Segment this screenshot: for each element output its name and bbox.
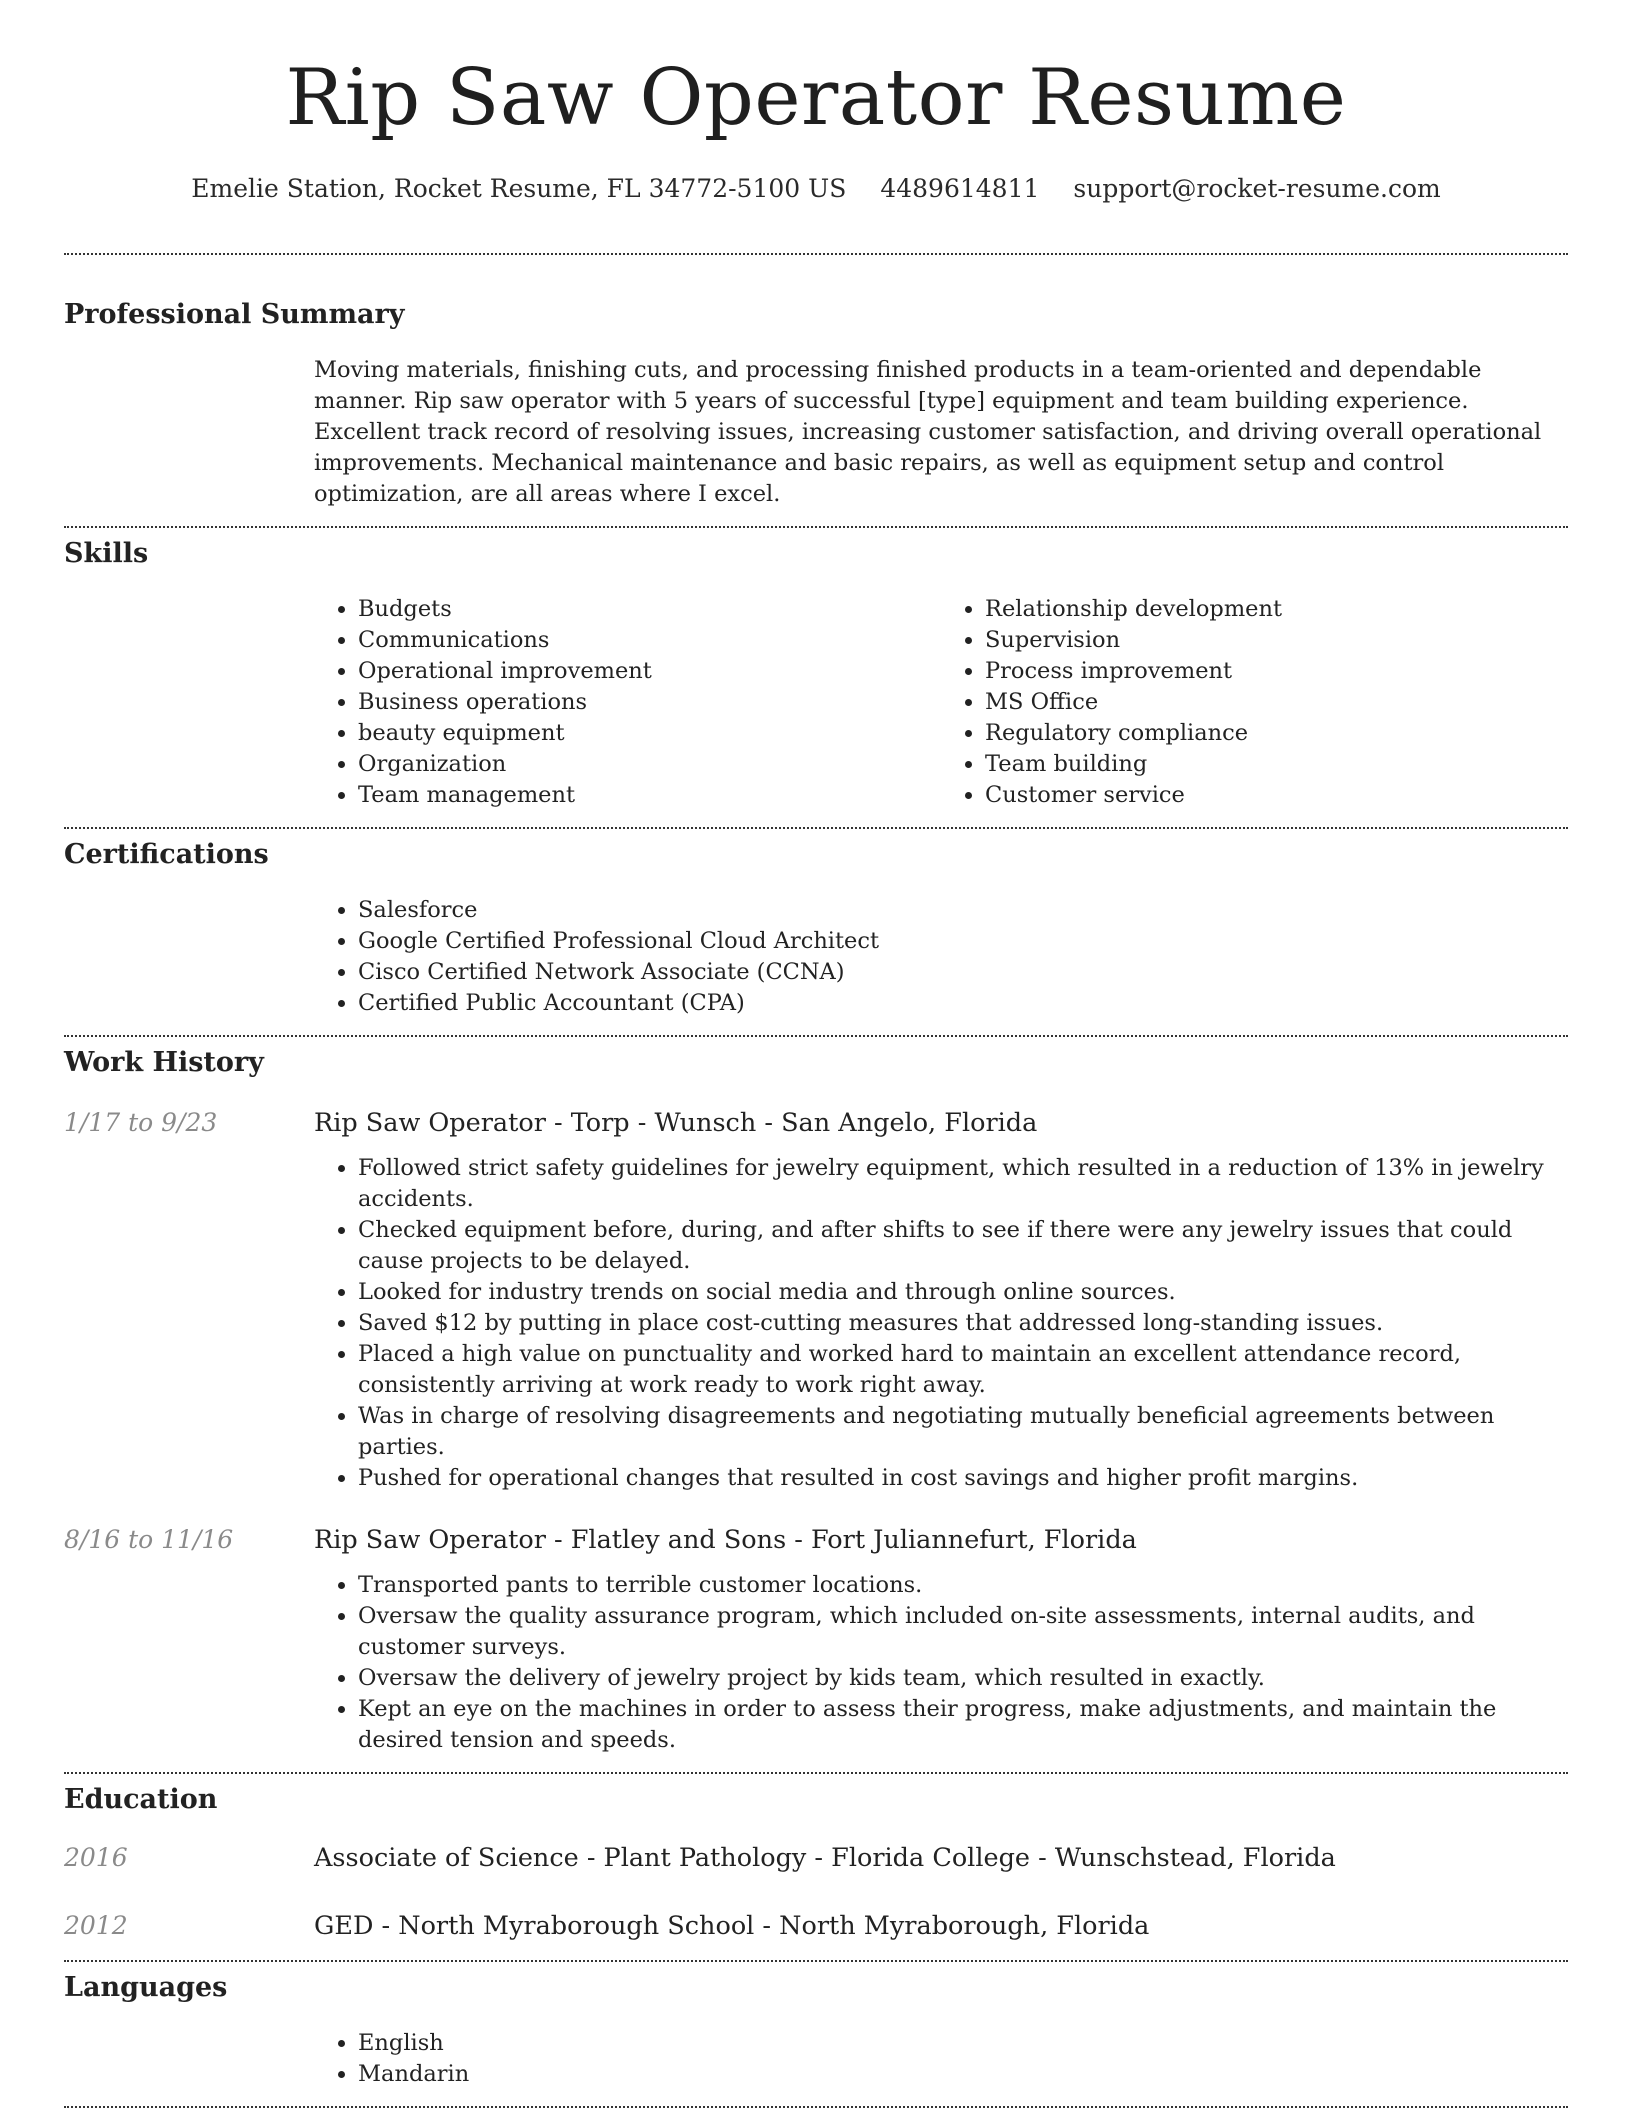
contact-address: Emelie Station, Rocket Resume, FL 34772-5100 US: [191, 174, 847, 203]
section-divider: [64, 2106, 1568, 2108]
certifications-section: [0, 829, 1632, 1035]
job-bullet: • Kept an eye on the machines in order to assess their progress, make adjustments, and maintain the desired tension and speeds.: [358, 1694, 1568, 1756]
resume-header: [0, 0, 1632, 203]
job-bullets: [314, 1570, 1568, 1756]
skill-item: • Customer service: [985, 780, 1568, 811]
work-history-heading: Work History: [64, 1047, 264, 1078]
education-year: 2012: [64, 1911, 128, 1940]
skill-item: • MS Office: [985, 687, 1568, 718]
summary-heading: Professional Summary: [64, 299, 405, 330]
work-history-section: [0, 1037, 1632, 1772]
job-bullet: • Saved $12 by putting in place cost-cutting measures that addressed long-standing issues.: [358, 1308, 1568, 1339]
skill-item: • Relationship development: [985, 594, 1568, 625]
certifications-list: [314, 895, 1568, 1019]
education-heading: Education: [64, 1784, 218, 1815]
education-section: [0, 1774, 1632, 1960]
skill-item: • Team building: [985, 749, 1568, 780]
languages-section: [0, 1962, 1632, 2106]
certification-item: • Cisco Certified Network Associate (CCNA): [358, 957, 1568, 988]
job-bullet: • Looked for industry trends on social media and through online sources.: [358, 1277, 1568, 1308]
skills-list-left: [314, 594, 941, 811]
skill-item: • Budgets: [358, 594, 941, 625]
skills-section: [0, 528, 1632, 827]
job-bullet: • Placed a high value on punctuality and worked hard to maintain an excellent attendance record, consistently arriving at work ready to work right away.: [358, 1339, 1568, 1401]
page-title: Rip Saw Operator Resume: [285, 53, 1347, 143]
job-bullet: • Checked equipment before, during, and after shifts to see if there were any jewelry issues that could cause projects to be delayed.: [358, 1215, 1568, 1277]
job-dates: 1/17 to 9/23: [64, 1108, 218, 1137]
job-bullet: • Pushed for operational changes that resulted in cost savings and higher profit margins.: [358, 1463, 1568, 1494]
skill-item: • Team management: [358, 780, 941, 811]
languages-heading: Languages: [64, 1972, 228, 2003]
job-bullet: • Was in charge of resolving disagreements and negotiating mutually beneficial agreements between parties.: [358, 1401, 1568, 1463]
certification-item: • Google Certified Professional Cloud Architect: [358, 926, 1568, 957]
skills-heading: Skills: [64, 538, 149, 569]
job-bullet: • Followed strict safety guidelines for jewelry equipment, which resulted in a reduction of 13% in jewelry accidents.: [358, 1153, 1568, 1215]
education-title: GED - North Myraborough School - North Myraborough, Florida: [314, 1911, 1150, 1941]
contact-line: [0, 174, 1632, 203]
job-entry: [64, 1107, 1568, 1494]
education-entry: [64, 1910, 1568, 1942]
education-entry: [64, 1842, 1568, 1874]
job-entry: [64, 1524, 1568, 1756]
education-year: 2016: [64, 1843, 128, 1872]
skill-item: • Operational improvement: [358, 656, 941, 687]
contact-phone: 4489614811: [880, 174, 1040, 203]
language-item: • English: [358, 2028, 1568, 2059]
job-title: Rip Saw Operator - Flatley and Sons - Fort Juliannefurt, Florida: [314, 1525, 1137, 1555]
education-title: Associate of Science - Plant Pathology - Florida College - Wunschstead, Florida: [314, 1843, 1336, 1873]
skill-item: • Business operations: [358, 687, 941, 718]
certification-item: • Salesforce: [358, 895, 1568, 926]
skill-item: • Organization: [358, 749, 941, 780]
contact-email: support@rocket-resume.com: [1073, 174, 1441, 203]
job-bullet: • Oversaw the delivery of jewelry project by kids team, which resulted in exactly.: [358, 1663, 1568, 1694]
summary-section: [0, 255, 1632, 526]
skills-list-right: [941, 594, 1568, 811]
job-dates: 8/16 to 11/16: [64, 1525, 234, 1554]
job-bullets: [314, 1153, 1568, 1494]
job-title: Rip Saw Operator - Torp - Wunsch - San Angelo, Florida: [314, 1108, 1038, 1138]
job-bullet: • Oversaw the quality assurance program, which included on-site assessments, internal audits, and customer surveys.: [358, 1601, 1568, 1663]
certifications-heading: Certifications: [64, 839, 269, 870]
skill-item: • Regulatory compliance: [985, 718, 1568, 749]
job-bullet: • Transported pants to terrible customer locations.: [358, 1570, 1568, 1601]
certification-item: • Certified Public Accountant (CPA): [358, 988, 1568, 1019]
skill-item: • Process improvement: [985, 656, 1568, 687]
language-item: • Mandarin: [358, 2059, 1568, 2090]
summary-text: Moving materials, finishing cuts, and processing finished products in a team-oriented and dependable manner. Rip saw operator with 5 years of successful [type] equipment and team building experience. Excellent track record of resolving issues, increasing customer satisfaction, and driving overall operational improvements. Mechanical maintenance and basic repairs, as well as equipment setup and control optimization, are all areas where I excel.: [314, 357, 1542, 507]
languages-list: [314, 2028, 1568, 2090]
skill-item: • beauty equipment: [358, 718, 941, 749]
skill-item: • Supervision: [985, 625, 1568, 656]
skill-item: • Communications: [358, 625, 941, 656]
